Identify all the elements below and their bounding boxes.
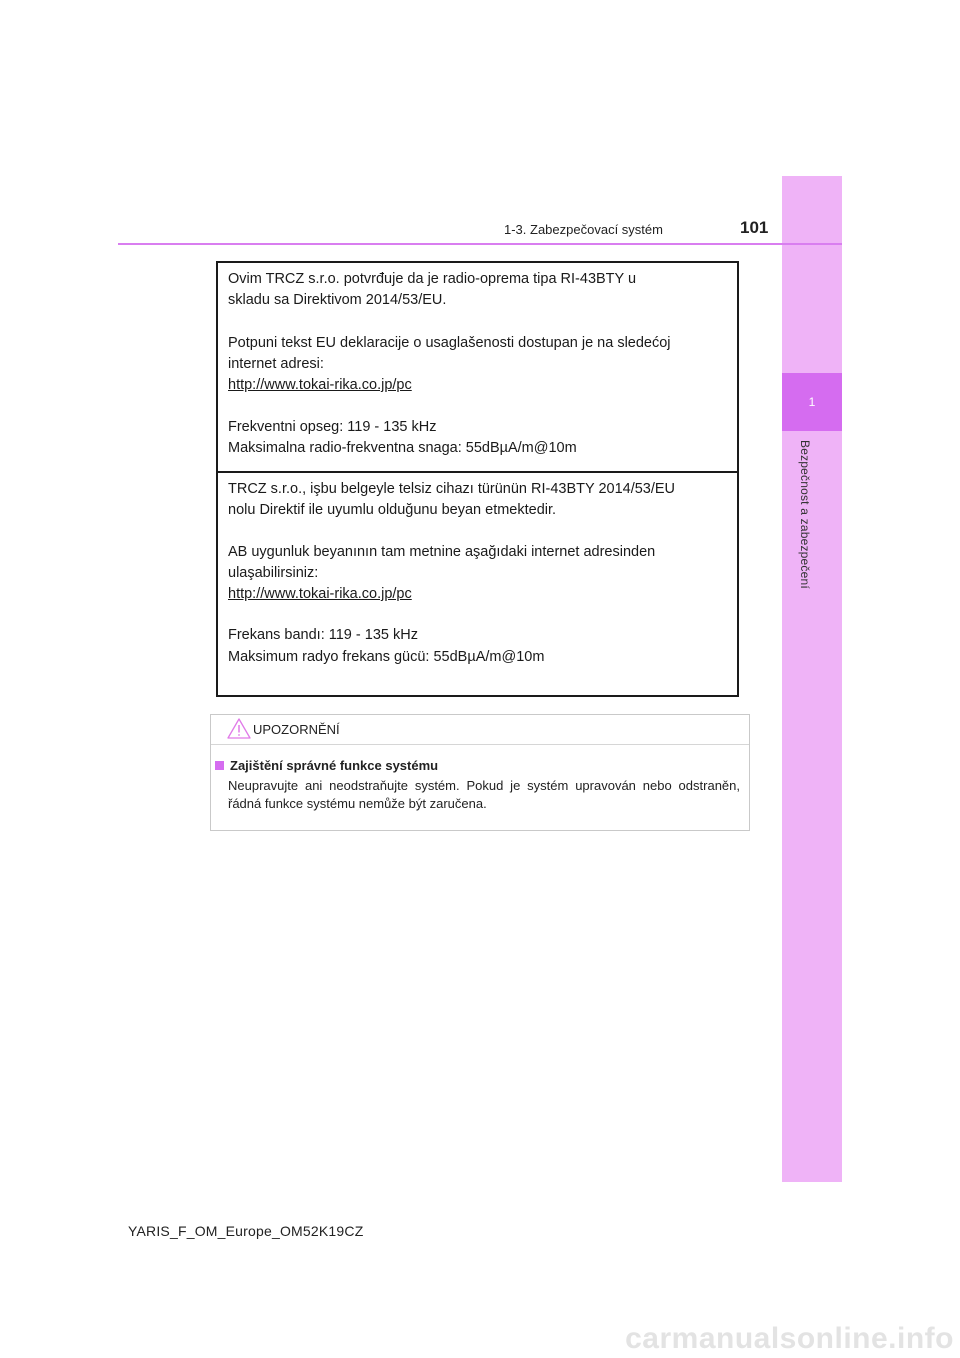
- chapter-number: 1: [782, 373, 842, 431]
- declaration-line: Ovim TRCZ s.r.o. potvrđuje da je radio-oprema tipa RI-43BTY u: [228, 271, 637, 287]
- declaration-line: Frekventni opseg: 119 - 135 kHz: [228, 419, 437, 435]
- declaration-line: Maksimalna radio-frekventna snaga: 55dBµA/m@10m: [228, 440, 577, 456]
- declaration-line: AB uygunluk beyanının tam metnine aşağıdaki internet adresinden: [228, 544, 656, 560]
- bullet-square-icon: [215, 761, 224, 770]
- declaration-line: internet adresi:: [228, 356, 324, 372]
- warning-triangle-icon: [227, 718, 251, 739]
- section-title: 1-3. Zabezpečovací systém: [504, 222, 663, 237]
- warning-subheading-text: Zajištění správné funkce systému: [230, 758, 439, 773]
- declaration-turkish: [218, 473, 737, 695]
- declaration-line: nolu Direktif ile uyumlu olduğunu beyan etmektedir.: [228, 502, 557, 518]
- declaration-link[interactable]: http://www.tokai-rika.co.jp/pc: [228, 377, 412, 393]
- declaration-line: TRCZ s.r.o., işbu belgeyle telsiz cihazı türünün RI-43BTY 2014/53/EU: [228, 481, 676, 497]
- warning-title: UPOZORNĚNÍ: [253, 722, 340, 737]
- declaration-line: skladu sa Direktivom 2014/53/EU.: [228, 292, 447, 308]
- declaration-line: Maksimum radyo frekans gücü: 55dBµA/m@10m: [228, 649, 545, 665]
- declaration-box: [216, 261, 739, 697]
- declaration-serbian: [218, 263, 737, 473]
- page-number: 101: [740, 218, 769, 237]
- document-code: YARIS_F_OM_Europe_OM52K19CZ: [128, 1223, 364, 1239]
- warning-body: Neupravujte ani neodstraňujte systém. Pokud je systém upravován nebo odstraněn, řádná funkce systému nemůže být zaručena.: [228, 778, 740, 811]
- watermark: carmanualsonline.info: [625, 1322, 954, 1355]
- declaration-line: Potpuni tekst EU deklaracije o usaglašenosti dostupan je na sledećoj: [228, 335, 671, 351]
- chapter-title: Bezpečnost a zabezpečení: [798, 440, 812, 589]
- declaration-line: Frekans bandı: 119 - 135 kHz: [228, 627, 418, 643]
- warning-header: [211, 715, 749, 745]
- chapter-side-tab: [782, 176, 842, 1182]
- header-rule: [118, 243, 842, 245]
- declaration-link[interactable]: http://www.tokai-rika.co.jp/pc: [228, 586, 412, 602]
- warning-box: [210, 714, 750, 831]
- warning-subheading: [215, 758, 438, 773]
- declaration-line: ulaşabilirsiniz:: [228, 565, 319, 581]
